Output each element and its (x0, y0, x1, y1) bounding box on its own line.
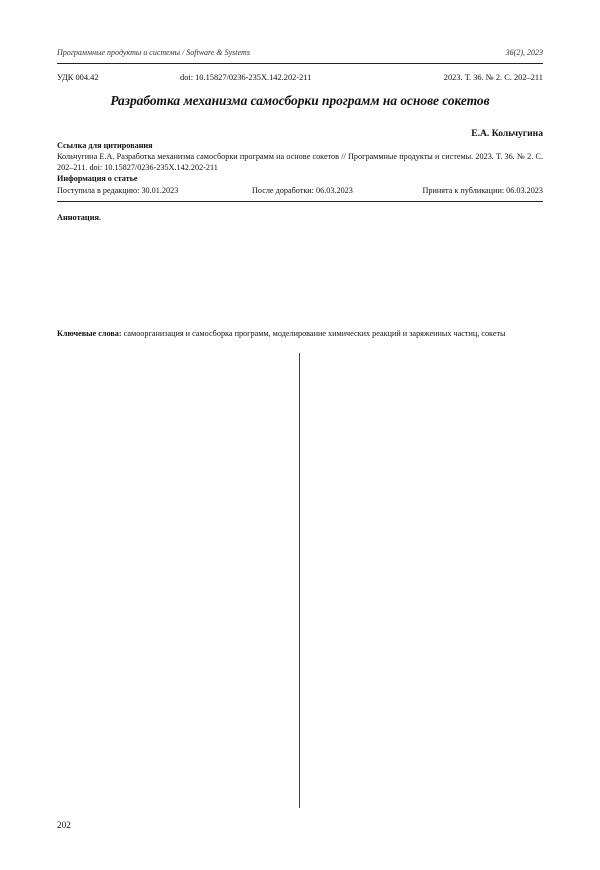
keywords-label: Ключевые слова: (57, 329, 122, 338)
column-divider (299, 353, 300, 808)
running-header-right: 36(2), 2023 (505, 48, 543, 57)
citation-text: Кольчугина Е.А. Разработка механизма самосборки программ на основе сокетов // Программные продукты и системы. 2023. Т. 36. № 2. С. 202–211. doi: 10.15827/0236-235X.142.202-211 (57, 152, 543, 172)
header-rule (57, 63, 543, 64)
article-title: Разработка механизма самосборки программ на основе сокетов (110, 93, 490, 108)
author-name: Е.А. Кольчугина (471, 128, 543, 139)
keywords-text: самоорганизация и самосборка программ, моделирование химических реакций и заряженных частиц, сокеты (123, 329, 506, 338)
issue-info: 2023. Т. 36. № 2. С. 202–211 (443, 73, 543, 82)
received-date: Поступила в редакцию: 30.01.2023 (57, 186, 179, 195)
page-number: 202 (57, 820, 71, 830)
accepted-date: Принята к публикации: 06.03.2023 (422, 186, 543, 195)
abstract-label: Аннотация. (57, 213, 102, 222)
running-header-left: Программные продукты и системы / Software & Systems (57, 48, 250, 57)
revised-date: После доработки: 06.03.2023 (252, 186, 353, 195)
info-rule (57, 201, 543, 202)
abstract (57, 213, 543, 224)
doi: doi: 10.15827/0236-235X.142.202-211 (180, 73, 312, 82)
udc-code: УДК 004.42 (57, 73, 99, 82)
keywords (57, 329, 543, 340)
citation-label: Ссылка для цитирования (57, 141, 153, 150)
article-info-label: Информация о статье (57, 174, 138, 183)
